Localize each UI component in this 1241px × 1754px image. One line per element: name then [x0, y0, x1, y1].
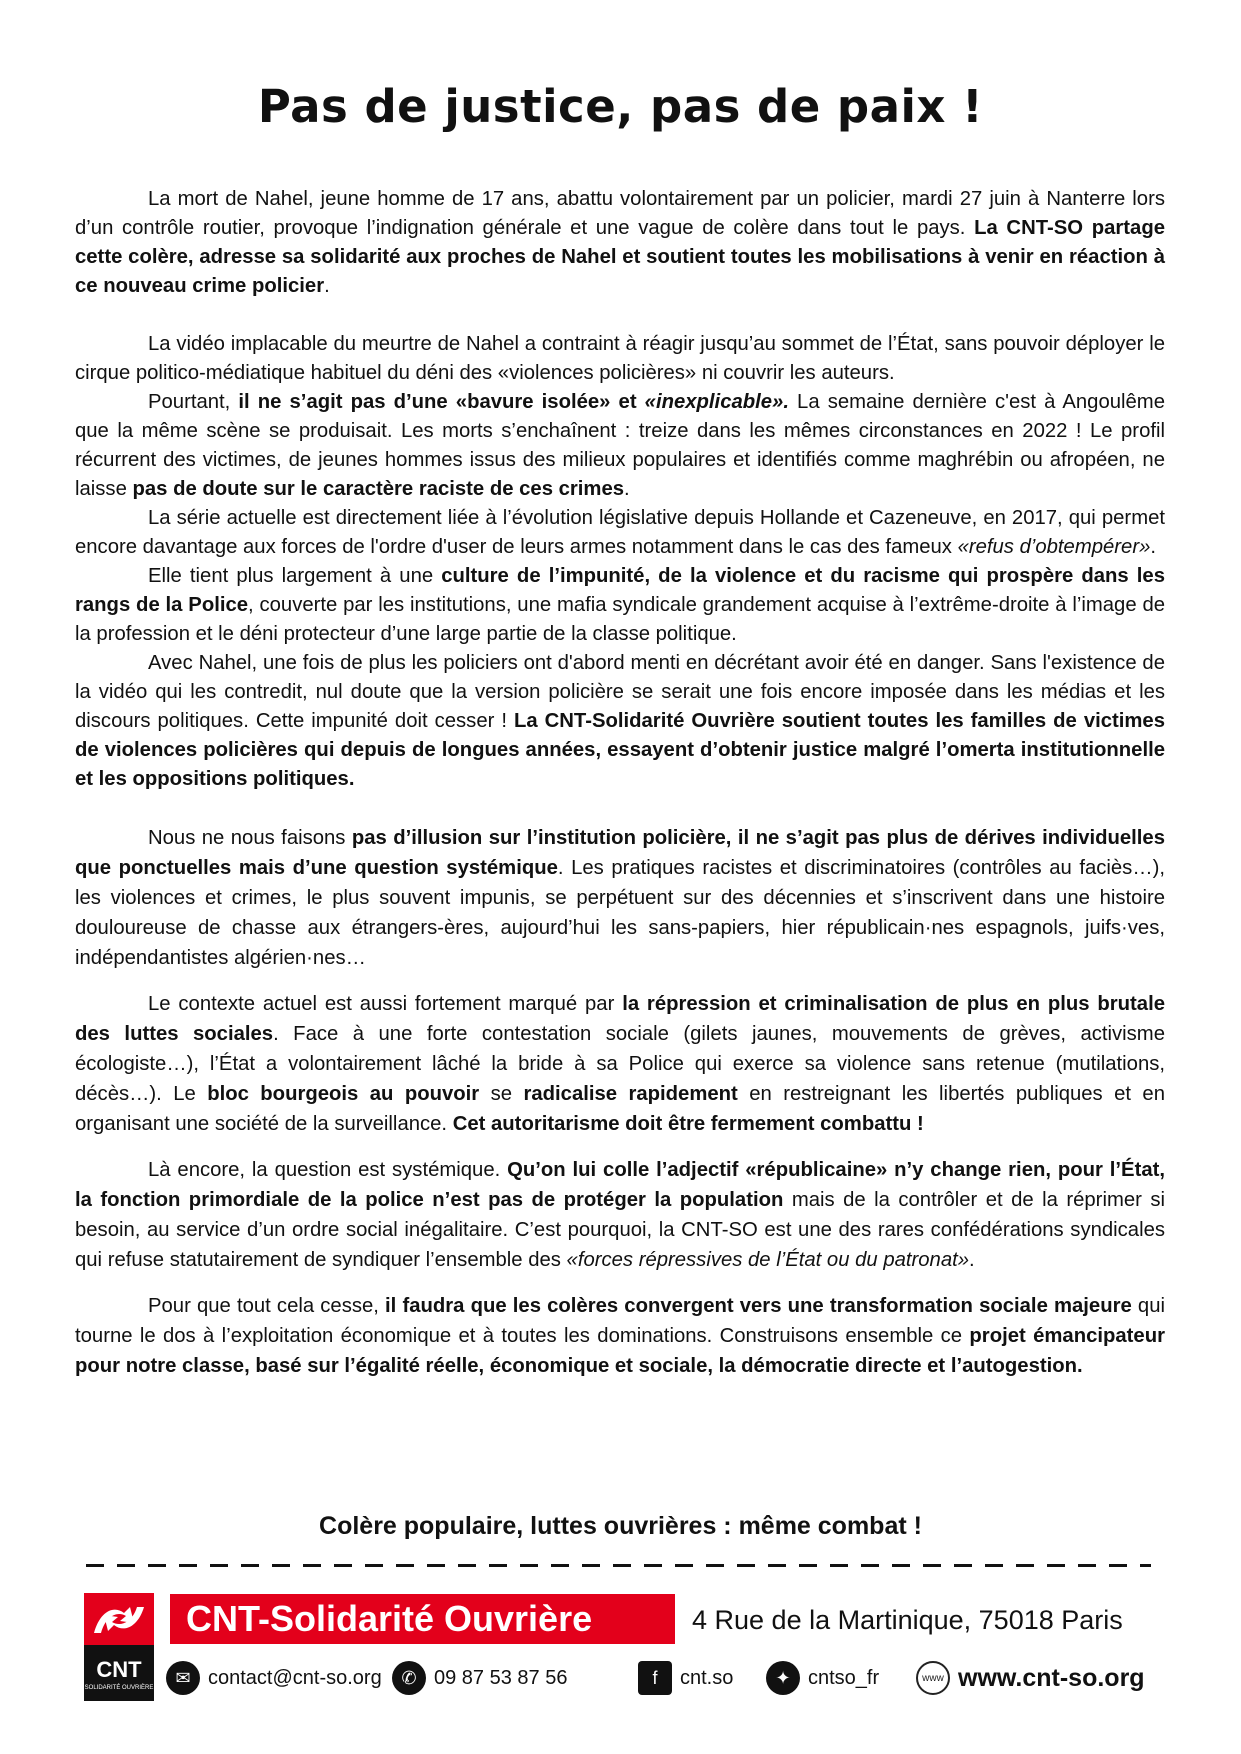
- paragraph: [75, 562, 1165, 649]
- contact-phone[interactable]: [392, 1658, 567, 1698]
- paragraph: [75, 649, 1165, 794]
- text-run: .: [324, 275, 330, 297]
- text-run: bloc bourgeois au pouvoir: [207, 1083, 480, 1105]
- text-run: pas d’illusion sur l’institution policière, il ne s’agit pas plus de dérives individuelles que ponctuelles mais d’une question systémique: [75, 827, 1165, 879]
- text-run: Qu’on lui colle l’adjectif «républicaine» n’y change rien, pour l’État, la fonction primordiale de la police n’est pas de protéger la population: [75, 1159, 1165, 1211]
- logo-subtext: SOLIDARITÉ OUVRIÈRE: [84, 1685, 154, 1691]
- email-label: contact@cnt-so.org: [208, 1666, 382, 1689]
- paragraph: [75, 1155, 1165, 1275]
- text-run: culture de l’impunité, de la violence et du racisme qui prospère dans les rangs de la Police: [75, 565, 1165, 616]
- text-run: .: [969, 1249, 975, 1271]
- text-run: il ne s’agit pas d’une «bavure isolée» et: [238, 391, 645, 413]
- text-run: qui tourne le dos à l’exploitation économique et à toutes les dominations. Construisons ensemble ce: [75, 1295, 1165, 1347]
- text-run: Pourtant,: [148, 391, 239, 413]
- globe-www-icon: www: [916, 1661, 950, 1695]
- dashed-separator: [86, 1564, 1151, 1567]
- paragraph: [75, 1291, 1165, 1381]
- cnt-so-logo: [84, 1593, 154, 1701]
- twitter-icon: ✦: [766, 1661, 800, 1695]
- text-run: mais de la contrôler et de la réprimer si besoin, au service d’un ordre social inégalitaire. C’est pourquoi, la CNT-SO est une des rares confédérations syndicales qui refuse statutairement de syndiquer l’ensemble des: [75, 1189, 1165, 1271]
- envelope-icon: ✉: [166, 1661, 200, 1695]
- text-run: . Face à une forte contestation sociale (gilets jaunes, mouvements de grèves, activisme écologiste…), l’État a volontairement lâché la bride à sa Police qui exerce sa violence sans retenue (mutilations, décès…). Le: [75, 1023, 1165, 1105]
- contact-website[interactable]: [916, 1658, 1145, 1698]
- paragraph: [75, 989, 1165, 1139]
- text-run: .: [1150, 536, 1156, 558]
- text-run: Le contexte actuel est aussi fortement marqué par: [148, 993, 623, 1015]
- text-run: Là encore, la question est systémique.: [148, 1159, 508, 1181]
- text-run: . Les pratiques racistes et discriminatoires (contrôles au faciès…), les violences et crimes, le plus souvent impunis, se perpétuent sur des décennies et s’inscrivent dans une histoire douloureuse de chasse aux étrangers-ères, aujourd’hui les sans-papiers, hier républicain·nes espagnols, juifs·ves, indépendantistes algérien·nes…: [75, 857, 1165, 969]
- text-run: «refus d’obtempérer»: [957, 536, 1151, 558]
- facebook-icon: f: [638, 1661, 672, 1695]
- text-run: La série actuelle est directement liée à l’évolution législative depuis Hollande et Cazeneuve, en 2017, qui permet encore davantage aux forces de l'ordre d'user de leurs armes notamment dans le cas des fameux: [75, 507, 1165, 558]
- text-run: La semaine dernière c'est à Angoulême que la même scène se produisait. Les morts s’enchaînent : treize dans les mêmes circonstances en 2022 ! Le profil récurrent des victimes, de jeunes hommes issus des milieux populaires et identifiés comme maghrébin ou afropéen, ne laisse: [75, 391, 1165, 500]
- text-run: .: [624, 478, 630, 500]
- text-run: Avec Nahel, une fois de plus les policiers ont d'abord menti en décrétant avoir été en danger. Sans l'existence de la vidéo qui les contredit, nul doute que la version policière se serait une fois encore imposée dans les médias et les discours politiques. Cette impunité doit cesser !: [75, 652, 1165, 732]
- contact-twitter[interactable]: [766, 1658, 879, 1698]
- article-body: [75, 185, 1165, 1381]
- text-run: «inexplicable».: [644, 391, 789, 413]
- text-run: pas de doute sur le caractère raciste de ces crimes: [132, 478, 625, 500]
- org-name-banner: CNT-Solidarité Ouvrière: [170, 1594, 675, 1644]
- postal-address: 4 Rue de la Martinique, 75018 Paris: [692, 1605, 1123, 1635]
- website-label: www.cnt-so.org: [958, 1663, 1145, 1692]
- logo-red-block: [84, 1593, 154, 1645]
- text-run: il faudra que les colères convergent vers une transformation sociale majeure: [385, 1295, 1132, 1317]
- text-run: La mort de Nahel, jeune homme de 17 ans, abattu volontairement par un policier, mardi 27 juin à Nanterre lors d’un contrôle routier, provoque l’indignation générale et une vague de colère dans tout le pays.: [75, 188, 1165, 239]
- slogan: Colère populaire, luttes ouvrières : même combat !: [319, 1512, 922, 1540]
- logo-text: CNT: [96, 1657, 142, 1682]
- twitter-label: cntso_fr: [808, 1666, 880, 1689]
- contact-email[interactable]: [166, 1658, 382, 1698]
- text-run: , couverte par les institutions, une mafia syndicale grandement acquise à l’extrême-droite à l’image de la profession et le déni protecteur d’une large partie de la classe politique.: [75, 594, 1165, 645]
- paragraph: [75, 504, 1165, 562]
- text-run: la répression et criminalisation de plus en plus brutale des luttes sociales: [75, 993, 1165, 1045]
- paragraph: [75, 823, 1165, 973]
- paragraph: [75, 388, 1165, 504]
- contact-facebook[interactable]: [638, 1658, 733, 1698]
- text-run: Nous ne nous faisons: [148, 827, 352, 849]
- text-run: se: [479, 1083, 524, 1105]
- phone-label: 09 87 53 87 56: [434, 1666, 568, 1689]
- text-run: en restreignant les libertés publiques et en organisant une société de la surveillance.: [75, 1083, 1165, 1135]
- text-run: La CNT-SO partage cette colère, adresse sa solidarité aux proches de Nahel et soutient toutes les mobilisations à venir en réaction à ce nouveau crime policier: [75, 217, 1165, 297]
- paragraph: [75, 185, 1165, 301]
- paragraph: [75, 330, 1165, 388]
- text-run: La CNT-Solidarité Ouvrière soutient toutes les familles de victimes de violences policières qui depuis de longues années, essayent d’obtenir justice malgré l’omerta institutionnelle et les oppositions politiques.: [75, 710, 1165, 790]
- text-run: «forces répressives de l’État ou du patronat»: [566, 1249, 970, 1271]
- text-run: Cet autoritarisme doit être fermement combattu !: [452, 1113, 924, 1135]
- facebook-label: cnt.so: [680, 1666, 734, 1689]
- phone-icon: ✆: [392, 1661, 426, 1695]
- text-run: Pour que tout cela cesse,: [148, 1295, 386, 1317]
- document-title: Pas de justice, pas de paix !: [257, 80, 984, 133]
- text-run: Elle tient plus largement à une: [148, 565, 442, 587]
- text-run: projet émancipateur pour notre classe, basé sur l’égalité réelle, économique et sociale, la démocratie directe et l’autogestion.: [75, 1325, 1165, 1377]
- text-run: La vidéo implacable du meurtre de Nahel a contraint à réagir jusqu’au sommet de l’État, sans pouvoir déployer le cirque politico-médiatique habituel du déni des «violences policières» ni couvrir les auteurs.: [75, 333, 1165, 384]
- text-run: radicalise rapidement: [523, 1083, 738, 1105]
